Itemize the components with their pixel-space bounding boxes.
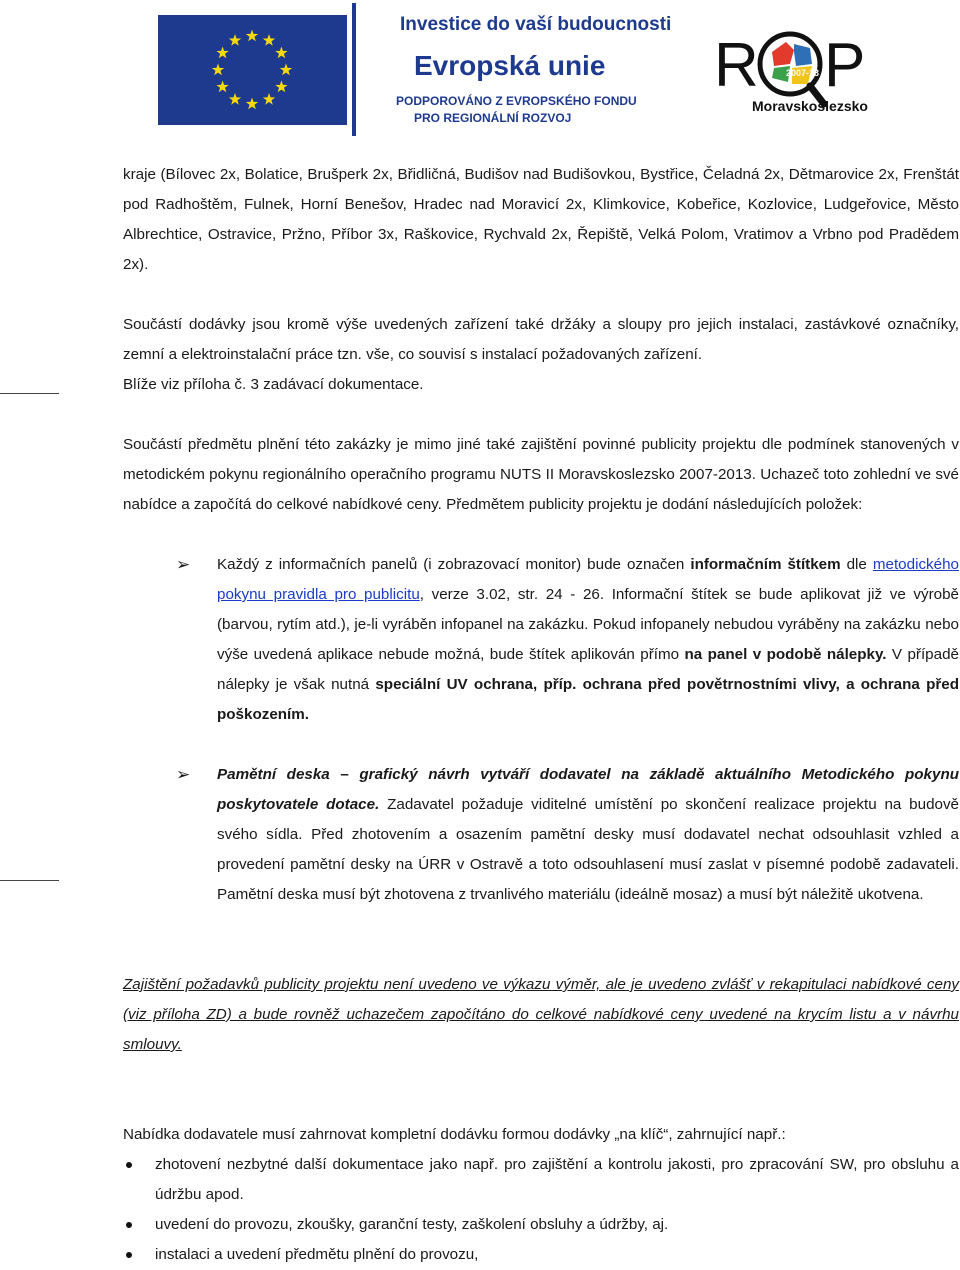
eu-star-icon (216, 47, 228, 59)
rop-letter-p: P (824, 31, 866, 100)
bullet-icon (124, 1220, 134, 1230)
item-text: V případě nálepky je však nutná (217, 646, 959, 693)
item-bold-italic: Pamětní deska (217, 766, 330, 783)
offer-bullet: instalaci a uvedení předmětu plnění do provozu, (155, 1246, 479, 1263)
eu-fund-line1: PODPOROVÁNO Z EVROPSKÉHO FONDU (396, 94, 637, 108)
paragraph-reference: Blíže viz příloha č. 3 zadávací dokumentace. (123, 376, 424, 393)
margin-rule (0, 393, 59, 394)
publicity-note (123, 970, 959, 1060)
margin-rule (0, 880, 59, 881)
item-text: Zadavatel požaduje viditelné umístění po skončení realizace projektu na budově svého sídla. Před zhotovením a osazením pamětní desky musí dodavatel nechat odsouhlasit vzhled a provedení pamětní desky na ÚRR v Ostravě a toto odsouhlasení musí zaslat v písemné podobě zadavateli. Pamětní deska musí být zhotovena z trvanlivého materiálu (ideálně mosaz) a musí být náležitě ukotvena. (217, 796, 960, 903)
eu-star-icon (212, 64, 224, 76)
item-bold: informačním štítkem (690, 556, 841, 573)
eu-star-icon (229, 93, 241, 105)
paragraph-municipalities: kraje (Bílovec 2x, Bolatice, Brušperk 2x, Břidličná, Budišov nad Budišovkou, Bystřice, Čeladná 2x, Dětmarovice 2x, Frenštát pod Radhoštěm, Fulnek, Horní Benešov, Hradec nad Moravicí 2x, Klimkovice, Kobeřice, Kozlovice, Ludgeřovice, Město Albrechtice, Ostravice, Pržno, Příbor 3x, Raškovice, Rychvald 2x, Řepiště, Velká Polom, Vratimov a Vrbno pod Pradědem 2x). (123, 166, 959, 273)
eu-title: Evropská unie (414, 50, 606, 81)
item-bold: speciální UV ochrana, příp. ochrana před povětrnostními vlivy, a ochrana před poškozením. (217, 676, 959, 723)
offer-intro: Nabídka dodavatele musí zahrnovat kompletní dodávku formou dodávky „na klíč“, zahrnující např.: (123, 1126, 786, 1143)
item-dash: – (329, 766, 360, 783)
eu-star-icon (263, 34, 275, 46)
item-text: dle (840, 556, 873, 573)
arrow-bullet-icon: ➢ (176, 765, 191, 784)
bullet-icon (124, 1160, 134, 1170)
eu-flag-logo (158, 15, 347, 125)
item-bold: na panel v podobě nálepky. (684, 646, 887, 663)
item-bold-italic: grafický návrh vytváří dodavatel na základě aktuálního Metodického pokynu poskytovatele dotace. (217, 766, 959, 813)
arrow-bullet-icon: ➢ (176, 555, 191, 574)
item-text: , verze 3.02, str. 24 - 26. Informační štítek se bude aplikovat již ve výrobě (barvou, rytím atd.), je-li vyráběn infopanel na zakázku. Pokud infopanely nebudou vyráběny na zakázku nebo výše uvedená aplikace nebude možná, bude štítek aplikován přímo (217, 586, 959, 663)
eu-star-icon (275, 81, 287, 93)
eu-star-icon (275, 47, 287, 59)
offer-bullet: uvedení do provozu, zkoušky, garanční testy, zaškolení obsluhy a údržby, aj. (155, 1216, 669, 1233)
bullet-icon (124, 1250, 134, 1260)
eu-star-icon (229, 34, 241, 46)
item-text: Každý z informačních panelů (i zobrazovací monitor) bude označen (217, 556, 691, 573)
rop-region-label: Moravskoslezsko (752, 98, 868, 114)
note-text: Zajištění požadavků publicity projektu není uvedeno ve výkazu výměr, ale je uvedeno zvlášť v rekapitulaci nabídkové ceny (viz příloha ZD) a bude rovněž uchazečem započítáno do celkové nabídkové ceny uvedené na krycím listu a v návrhu smlouvy. (123, 976, 959, 1053)
rop-letter-r: R (714, 31, 759, 100)
eu-star-icon (246, 30, 258, 42)
paragraph-publicity: Součástí předmětu plnění této zakázky je mimo jiné také zajištění povinné publicity projektu dle podmínek stanovených v metodickém pokynu regionálního operačního programu NUTS II Moravskoslezsko 2007-2013. Uchazeč toto zohlední ve své nabídce a započítá do celkové nabídkové ceny. Předmětem publicity projektu je dodání následujících položek: (123, 436, 959, 513)
publicity-item-memorial-plaque (217, 760, 959, 910)
eu-star-icon (216, 81, 228, 93)
publicity-guideline-link[interactable]: metodického pokynu pravidla pro publicitu (217, 556, 959, 603)
paragraph-delivery-scope: Součástí dodávky jsou kromě výše uvedených zařízení také držáky a sloupy pro jejich instalaci, zastávkové označníky, zemní a elektroinstalační práce tzn. vše, co souvisí s instalací požadovaných zařízení. (123, 316, 959, 363)
header-divider (352, 3, 356, 136)
rop-years: 2007-13 (786, 68, 820, 78)
eu-slogan: Investice do vaší budoucnosti (400, 14, 672, 35)
offer-bullet: zhotovení nezbytné další dokumentace jako např. pro zajištění a kontrolu jakosti, pro zpracování SW, pro obsluhu a údržbu apod. (155, 1156, 959, 1203)
eu-fund-line2: PRO REGIONÁLNÍ ROZVOJ (414, 111, 572, 125)
publicity-item-info-label (217, 550, 959, 730)
eu-stars-icon (158, 15, 347, 125)
eu-star-icon (280, 64, 292, 76)
eu-star-icon (246, 98, 258, 110)
eu-star-icon (263, 93, 275, 105)
